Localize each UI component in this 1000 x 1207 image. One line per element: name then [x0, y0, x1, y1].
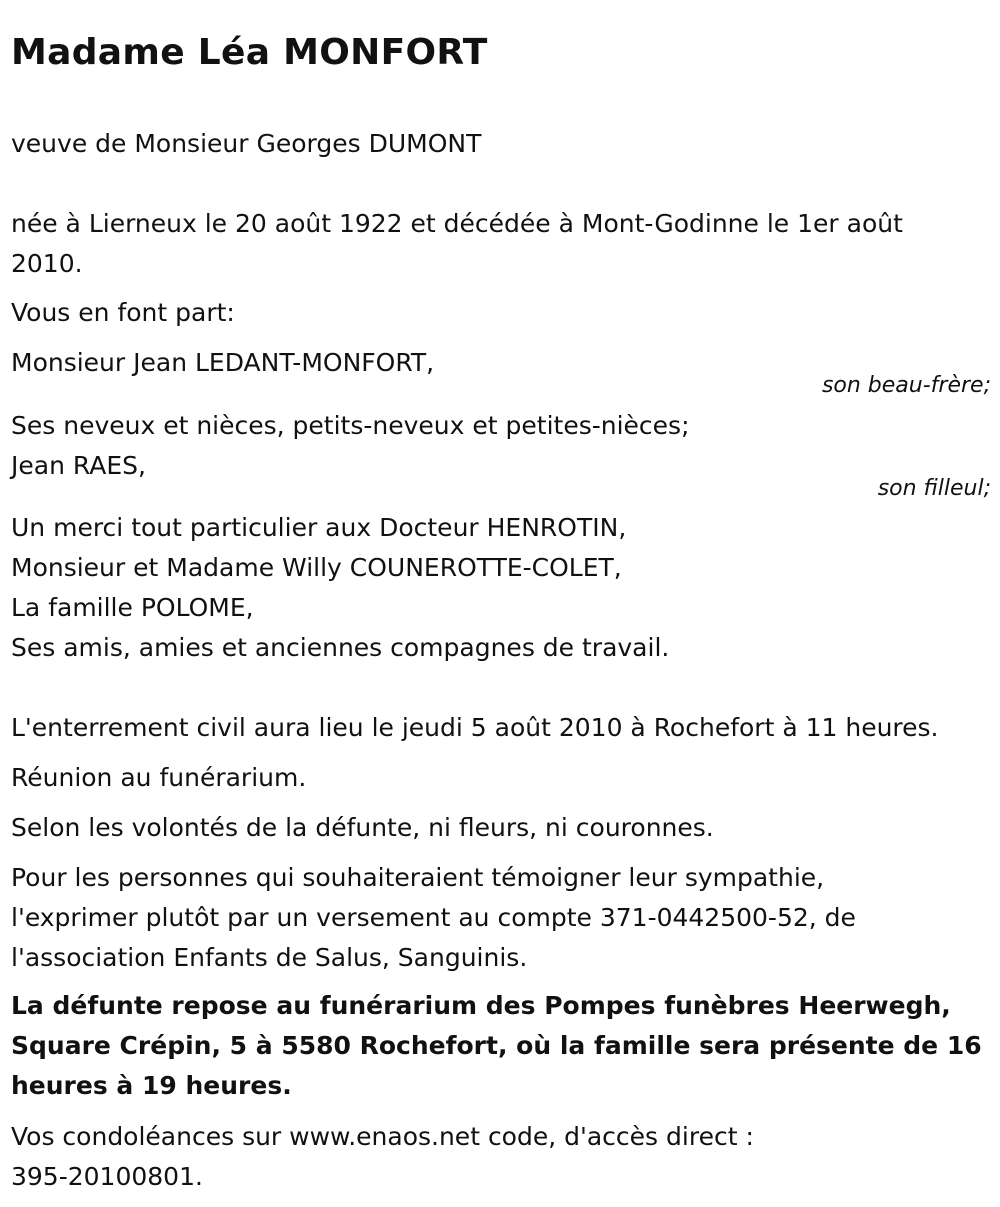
meeting-text: Réunion au funérarium.: [11, 763, 307, 792]
rests-line-2: Square Crépin, 5 à 5580 Rochefort, où la famille sera présente de 16: [11, 1031, 982, 1060]
family-nephews: Ses neveux et nièces, petits-neveux et petites-nièces;: [11, 411, 690, 440]
rests-line-3: heures à 19 heures.: [11, 1071, 292, 1100]
family-member-ledant: Monsieur Jean LEDANT-MONFORT,: [11, 348, 435, 377]
thanks-line-1: Un merci tout particulier aux Docteur HENROTIN,: [11, 513, 627, 542]
birth-death-text-line-2: 2010.: [11, 249, 83, 278]
family-role-raes: son filleul;: [877, 476, 991, 501]
thanks-line-3: La famille POLOME,: [11, 593, 254, 622]
thanks-line-2: Monsieur et Madame Willy COUNEROTTE-COLET,: [11, 553, 622, 582]
sympathy-line-2: l'exprimer plutôt par un versement au compte 371-0442500-52, de: [11, 903, 856, 932]
thanks-line-4: Ses amis, amies et anciennes compagnes de travail.: [11, 633, 670, 662]
rests-line-1: La défunte repose au funérarium des Pompes funèbres Heerwegh,: [11, 991, 951, 1020]
family-member-raes: Jean RAES,: [11, 451, 146, 480]
sympathy-line-1: Pour les personnes qui souhaiteraient témoigner leur sympathie,: [11, 863, 825, 892]
page-title: Madame Léa MONFORT: [11, 32, 488, 73]
family-role-ledant: son beau-frère;: [821, 373, 991, 398]
condolences-line-1: Vos condoléances sur www.enaos.net code, d'accès direct :: [11, 1122, 754, 1151]
birth-death-text-line-1: née à Lierneux le 20 août 1922 et décédée à Mont-Godinne le 1er août: [11, 209, 903, 238]
widow-of-text: veuve de Monsieur Georges DUMONT: [11, 129, 482, 158]
condolences-code: 395-20100801.: [11, 1162, 203, 1191]
funeral-text: L'enterrement civil aura lieu le jeudi 5 août 2010 à Rochefort à 11 heures.: [11, 713, 939, 742]
announce-text: Vous en font part:: [11, 298, 235, 327]
sympathy-line-3: l'association Enfants de Salus, Sanguinis.: [11, 943, 528, 972]
wishes-text: Selon les volontés de la défunte, ni fleurs, ni couronnes.: [11, 813, 714, 842]
